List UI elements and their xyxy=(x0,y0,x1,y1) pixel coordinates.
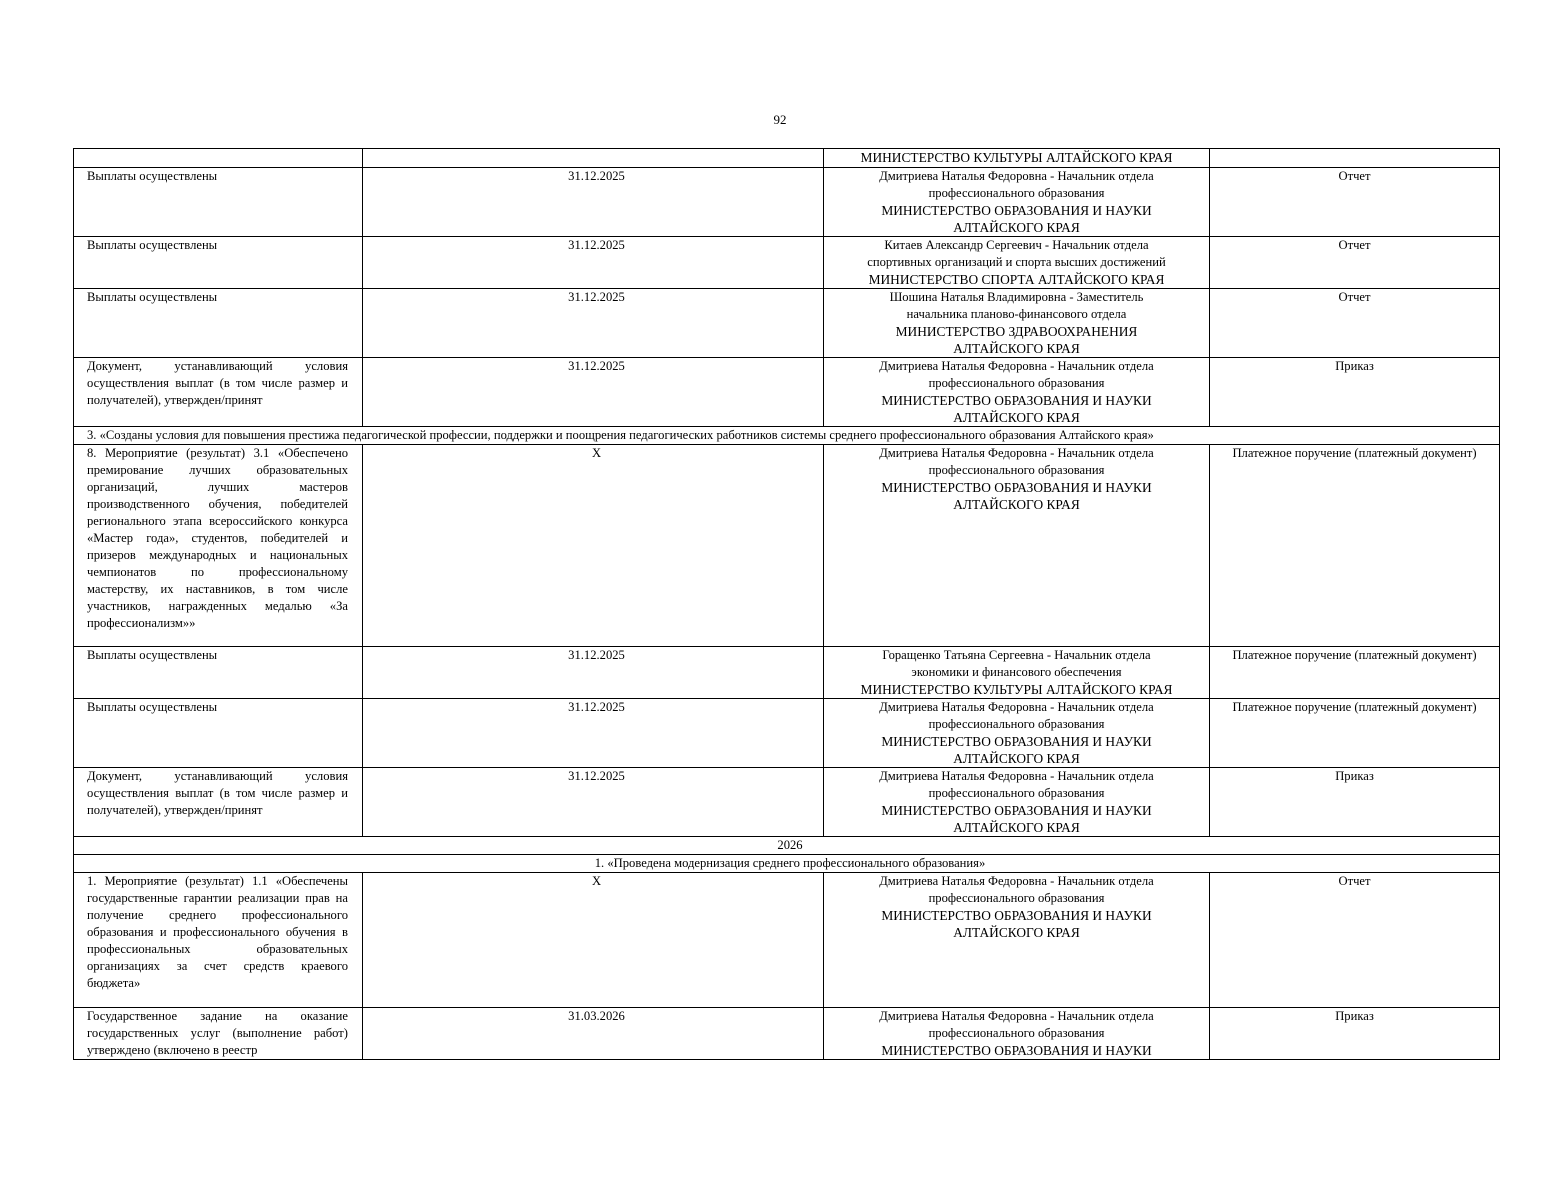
responsible-line: МИНИСТЕРСТВО ЗДРАВООХРАНЕНИЯ xyxy=(895,324,1138,339)
document-type-cell: Отчет xyxy=(1210,237,1500,289)
responsible-line: Дмитриева Наталья Федоровна - Начальник отдела xyxy=(879,169,1154,183)
responsible-line: Дмитриева Наталья Федоровна - Начальник отдела xyxy=(879,769,1154,783)
result-name-cell: 8. Мероприятие (результат) 3.1 «Обеспечено премирование лучших образовательных организаций, лучших мастеров производственного обучения, победителей регионального этапа всероссийского конкурса «Мастер года», студентов, победителей и призеров международных и национальных чемпионатов по профессиональному мастерству, их наставников, в том числе участников, награжденных медалью «За профессионализм»» xyxy=(74,445,363,647)
responsible-line: МИНИСТЕРСТВО КУЛЬТУРЫ АЛТАЙСКОГО КРАЯ xyxy=(860,150,1173,165)
responsible-cell xyxy=(824,1008,1210,1060)
responsible-line: МИНИСТЕРСТВО ОБРАЗОВАНИЯ И НАУКИ xyxy=(881,480,1152,495)
responsible-line: Дмитриева Наталья Федоровна - Начальник отдела xyxy=(879,874,1154,888)
responsible-line: АЛТАЙСКОГО КРАЯ xyxy=(953,341,1080,356)
document-type-cell xyxy=(1210,149,1500,168)
deadline-cell: 31.12.2025 xyxy=(363,237,824,289)
result-name-cell: 1. Мероприятие (результат) 1.1 «Обеспечены государственные гарантии реализации прав на получение среднего профессионального образования и профессионального обучения в профессиональных образовательных организациях за счет средств краевого бюджета» xyxy=(74,873,363,1008)
result-name-cell xyxy=(74,149,363,168)
responsible-line: профессионального образования xyxy=(928,376,1105,390)
responsible-line: АЛТАЙСКОГО КРАЯ xyxy=(953,220,1080,235)
responsible-line: АЛТАЙСКОГО КРАЯ xyxy=(953,497,1080,512)
responsible-line: экономики и финансового обеспечения xyxy=(911,665,1122,679)
result-name-cell: Выплаты осуществлены xyxy=(74,647,363,699)
deadline-cell: 31.12.2025 xyxy=(363,768,824,837)
responsible-cell xyxy=(824,768,1210,837)
deadline-cell xyxy=(363,149,824,168)
table-row xyxy=(74,768,1500,837)
document-type-cell: Платежное поручение (платежный документ) xyxy=(1210,647,1500,699)
responsible-cell xyxy=(824,445,1210,647)
responsible-cell xyxy=(824,168,1210,237)
result-name-cell: Выплаты осуществлены xyxy=(74,699,363,768)
responsible-line: МИНИСТЕРСТВО ОБРАЗОВАНИЯ И НАУКИ xyxy=(881,803,1152,818)
table-row xyxy=(74,149,1500,168)
deadline-cell: 31.12.2025 xyxy=(363,168,824,237)
responsible-cell xyxy=(824,699,1210,768)
document-type-cell: Приказ xyxy=(1210,768,1500,837)
document-type-cell: Платежное поручение (платежный документ) xyxy=(1210,699,1500,768)
responsible-line: профессионального образования xyxy=(928,186,1105,200)
responsible-cell xyxy=(824,149,1210,168)
responsible-cell xyxy=(824,358,1210,427)
responsible-line: МИНИСТЕРСТВО СПОРТА АЛТАЙСКОГО КРАЯ xyxy=(868,272,1165,287)
table-row xyxy=(74,699,1500,768)
document-type-cell: Отчет xyxy=(1210,168,1500,237)
plan-table xyxy=(73,148,1500,1060)
responsible-line: АЛТАЙСКОГО КРАЯ xyxy=(953,925,1080,940)
result-name-cell: Документ, устанавливающий условия осуществления выплат (в том числе размер и получателей), утвержден/принят xyxy=(74,358,363,427)
section-heading: 2026 xyxy=(74,837,1500,855)
deadline-cell: 31.12.2025 xyxy=(363,289,824,358)
responsible-line: МИНИСТЕРСТВО КУЛЬТУРЫ АЛТАЙСКОГО КРАЯ xyxy=(860,682,1173,697)
responsible-line: МИНИСТЕРСТВО ОБРАЗОВАНИЯ И НАУКИ xyxy=(881,393,1152,408)
responsible-line: профессионального образования xyxy=(928,891,1105,905)
result-name-cell: Выплаты осуществлены xyxy=(74,237,363,289)
result-name-cell: Документ, устанавливающий условия осуществления выплат (в том числе размер и получателей), утвержден/принят xyxy=(74,768,363,837)
responsible-cell xyxy=(824,237,1210,289)
deadline-cell: X xyxy=(363,873,824,1008)
responsible-line: МИНИСТЕРСТВО ОБРАЗОВАНИЯ И НАУКИ xyxy=(881,203,1152,218)
table-row xyxy=(74,168,1500,237)
table-row xyxy=(74,289,1500,358)
responsible-line: спортивных организаций и спорта высших достижений xyxy=(867,255,1166,269)
responsible-line: Дмитриева Наталья Федоровна - Начальник отдела xyxy=(879,446,1154,460)
page-number: 92 xyxy=(773,112,787,127)
responsible-line: профессионального образования xyxy=(928,717,1105,731)
responsible-line: профессионального образования xyxy=(928,1026,1105,1040)
table-row xyxy=(74,445,1500,647)
deadline-cell: 31.03.2026 xyxy=(363,1008,824,1060)
responsible-line: АЛТАЙСКОГО КРАЯ xyxy=(953,820,1080,835)
responsible-cell xyxy=(824,289,1210,358)
table-row xyxy=(74,647,1500,699)
responsible-line: Дмитриева Наталья Федоровна - Начальник отдела xyxy=(879,359,1154,373)
responsible-cell xyxy=(824,647,1210,699)
table-row xyxy=(74,358,1500,427)
section-heading: 3. «Созданы условия для повышения престижа педагогической профессии, поддержки и поощрения педагогических работников системы среднего профессионального образования Алтайского края» xyxy=(74,427,1500,445)
document-type-cell: Платежное поручение (платежный документ) xyxy=(1210,445,1500,647)
table-row xyxy=(74,873,1500,1008)
document-type-cell: Приказ xyxy=(1210,358,1500,427)
deadline-cell: 31.12.2025 xyxy=(363,699,824,768)
document-type-cell: Отчет xyxy=(1210,289,1500,358)
responsible-line: профессионального образования xyxy=(928,463,1105,477)
responsible-line: АЛТАЙСКОГО КРАЯ xyxy=(953,751,1080,766)
section-row xyxy=(74,837,1500,855)
responsible-line: начальника планово-финансового отдела xyxy=(906,307,1127,321)
section-row xyxy=(74,855,1500,873)
responsible-line: Китаев Александр Сергеевич - Начальник отдела xyxy=(884,238,1149,252)
result-name-cell: Выплаты осуществлены xyxy=(74,289,363,358)
document-type-cell: Приказ xyxy=(1210,1008,1500,1060)
responsible-cell xyxy=(824,873,1210,1008)
result-name-cell: Выплаты осуществлены xyxy=(74,168,363,237)
responsible-line: Шошина Наталья Владимировна - Заместитель xyxy=(889,290,1144,304)
responsible-line: Дмитриева Наталья Федоровна - Начальник отдела xyxy=(879,1009,1154,1023)
section-row xyxy=(74,427,1500,445)
responsible-line: МИНИСТЕРСТВО ОБРАЗОВАНИЯ И НАУКИ xyxy=(881,1043,1152,1058)
responsible-line: Дмитриева Наталья Федоровна - Начальник отдела xyxy=(879,700,1154,714)
responsible-line: МИНИСТЕРСТВО ОБРАЗОВАНИЯ И НАУКИ xyxy=(881,734,1152,749)
responsible-line: профессионального образования xyxy=(928,786,1105,800)
deadline-cell: 31.12.2025 xyxy=(363,358,824,427)
document-type-cell: Отчет xyxy=(1210,873,1500,1008)
section-heading: 1. «Проведена модернизация среднего профессионального образования» xyxy=(74,855,1500,873)
table-row xyxy=(74,237,1500,289)
table-row xyxy=(74,1008,1500,1060)
table-body xyxy=(74,149,1500,1060)
responsible-line: МИНИСТЕРСТВО ОБРАЗОВАНИЯ И НАУКИ xyxy=(881,908,1152,923)
deadline-cell: X xyxy=(363,445,824,647)
result-name-cell: Государственное задание на оказание государственных услуг (выполнение работ) утверждено (включено в реестр xyxy=(74,1008,363,1060)
responsible-line: АЛТАЙСКОГО КРАЯ xyxy=(953,410,1080,425)
deadline-cell: 31.12.2025 xyxy=(363,647,824,699)
responsible-line: Горащенко Татьяна Сергеевна - Начальник отдела xyxy=(882,648,1151,662)
